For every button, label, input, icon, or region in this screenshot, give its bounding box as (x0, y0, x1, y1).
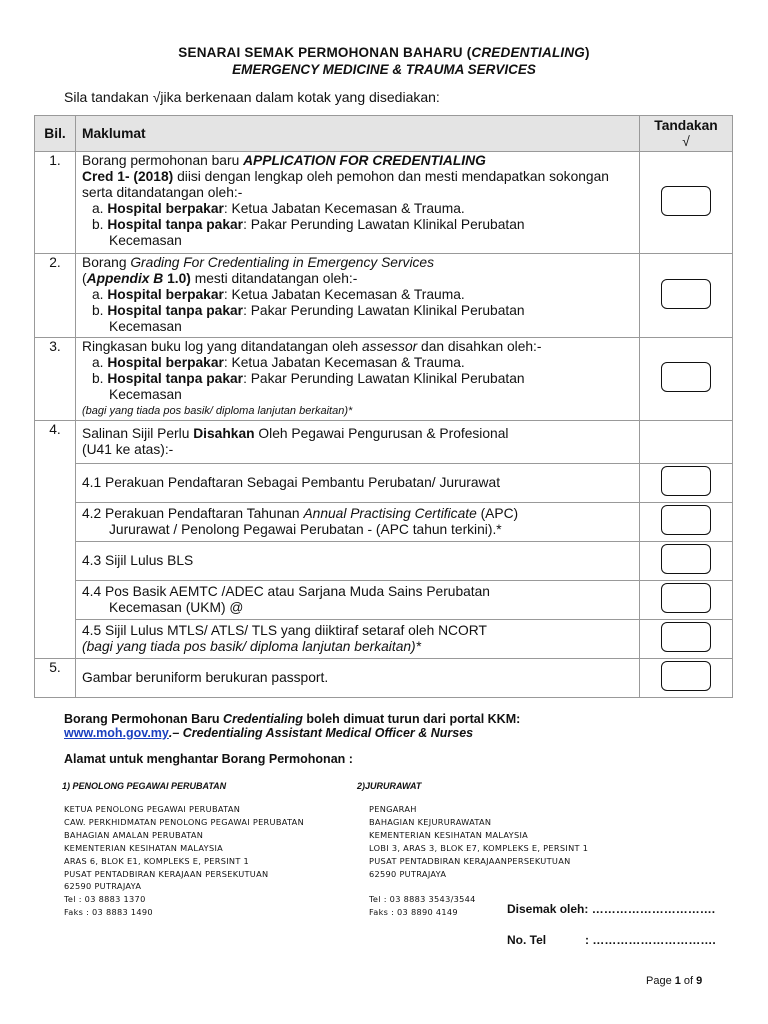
table-row (35, 503, 733, 542)
item-4-1-text: 4.1 Perakuan Pendaftaran Sebagai Pembantu Perubatan/ Jururawat (76, 464, 640, 503)
tel-label: No. Tel (507, 933, 547, 947)
item-4-3-text: 4.3 Sijil Lulus BLS (76, 542, 640, 581)
table-row: 5. Gambar beruniform berukuran passport. (35, 659, 733, 698)
checkbox-item-3[interactable] (661, 362, 711, 392)
checkbox-item-5[interactable] (661, 661, 711, 691)
document-subtitle: EMERGENCY MEDICINE & TRAUMA SERVICES (232, 62, 536, 77)
table-row (35, 464, 733, 503)
moh-portal-link[interactable]: www.moh.gov.my (64, 726, 169, 740)
download-note: Borang Permohonan Baru Credentialing boleh dimuat turun dari portal KKM: (64, 712, 521, 726)
table-row: 3. Ringkasan buku log yang ditandatangan oleh assessor dan disahkan oleh:- a. Hospital berpakar: Ketua Jabatan Kecemasan & Trauma. b. Hospital tanpa pakar: Pakar Perunding Lawatan Klinikal Perubatan Kecemasan (bagi yang tiada pos basik/ diploma lanjutan berkaitan)* (35, 338, 733, 421)
address-1-heading: 1) PENOLONG PEGAWAI PERUBATAN (62, 781, 227, 791)
checklist-table (34, 115, 733, 698)
checked-by-field: Disemak oleh: …………………………. (507, 902, 716, 916)
table-row (35, 620, 733, 659)
item-4-4-text: 4.4 Pos Basik AEMTC /ADEC atau Sarjana Muda Sains Perubatan Kecemasan (UKM) @ (76, 581, 640, 620)
tel-field: : …………………………. (585, 933, 716, 947)
checkbox-item-4-2[interactable] (661, 505, 711, 535)
table-row (35, 542, 733, 581)
table-row: 4. Salinan Sijil Perlu Disahkan Oleh Pegawai Pengurusan & Profesional (U41 ke atas):- (35, 421, 733, 464)
checkbox-item-1[interactable] (661, 186, 711, 216)
table-header-row (35, 116, 733, 152)
checkbox-item-2[interactable] (661, 279, 711, 309)
page-number: Page 1 of 9 (646, 975, 703, 987)
header-maklumat: Maklumat (76, 116, 640, 152)
portal-line: www.moh.gov.my.– Credentialing Assistant Medical Officer & Nurses (64, 726, 474, 740)
item-4-5-text: 4.5 Sijil Lulus MTLS/ ATLS/ TLS yang diiktiraf setaraf oleh NCORT (bagi yang tiada pos basik/ diploma lanjutan berkaitan)* (76, 620, 640, 659)
address-heading: Alamat untuk menghantar Borang Permohonan : (64, 752, 353, 766)
checkbox-item-4-3[interactable] (661, 544, 711, 574)
checkbox-item-4-4[interactable] (661, 583, 711, 613)
header-tandakan: Tandakan √ (640, 116, 733, 152)
instruction-text: Sila tandakan √jika berkenaan dalam kotak yang disediakan: (64, 89, 440, 105)
item-1-text: Borang permohonan baru APPLICATION FOR CREDENTIALING Cred 1- (2018) diisi dengan lengkap oleh pemohon dan mesti mendapatkan sokongan serta ditandatangan oleh:- a. Hospital berpakar: Ketua Jabatan Kecemasan & Trauma. b. Hospital tanpa pakar: Pakar Perunding Lawatan Klinikal Perubatan Kecemasan (76, 152, 640, 254)
table-row: 1. Borang permohonan baru APPLICATION FOR CREDENTIALING Cred 1- (2018) diisi dengan lengkap oleh pemohon dan mesti mendapatkan sokongan serta ditandatangan oleh:- a. Hospital berpakar: Ketua Jabatan Kecemasan & Trauma. b. Hospital tanpa pakar: Pakar Perunding Lawatan Klinikal Perubatan Kecemasan (35, 152, 733, 254)
checkbox-item-4-1[interactable] (661, 466, 711, 496)
item-5-text: Gambar beruniform berukuran passport. (76, 659, 640, 698)
address-2-block: PENGARAH BAHAGIAN KEJURURAWATAN KEMENTERIAN KESIHATAN MALAYSIA LOBI 3, ARAS 3, BLOK E7, KOMPLEKS E, PERSINT 1 PUSAT PENTADBIRAN KERAJAANPERSEKUTUAN 62590 PUTRAJAYA Tel : 03 8883 3543/3544 Faks : 03 8890 4149 (369, 804, 589, 918)
item-4-text: Salinan Sijil Perlu Disahkan Oleh Pegawai Pengurusan & Profesional (U41 ke atas):- (76, 421, 640, 464)
item-4-2-text: 4.2 Perakuan Pendaftaran Tahunan Annual Practising Certificate (APC) Jururawat / Penolong Pegawai Perubatan - (APC tahun terkini).* (76, 503, 640, 542)
checkbox-item-4-5[interactable] (661, 622, 711, 652)
address-2-heading: 2)JURURAWAT (357, 781, 422, 791)
table-row: 2. Borang Grading For Credentialing in Emergency Services (Appendix B 1.0) mesti ditandatangan oleh:- a. Hospital berpakar: Ketua Jabatan Kecemasan & Trauma. b. Hospital tanpa pakar: Pakar Perunding Lawatan Klinikal Perubatan Kecemasan (35, 254, 733, 338)
document-title: SENARAI SEMAK PERMOHONAN BAHARU (CREDENTIALING) (178, 45, 590, 60)
address-1-block: KETUA PENOLONG PEGAWAI PERUBATAN CAW. PERKHIDMATAN PENOLONG PEGAWAI PERUBATAN BAHAGIAN AMALAN PERUBATAN KEMENTERIAN KESIHATAN MALAYSIA ARAS 6, BLOK E1, KOMPLEKS E, PERSINT 1 PUSAT PENTADBIRAN KERAJAAN PERSEKUTUAN 62590 PUTRAJAYA Tel : 03 8883 1370 Faks : 03 8883 1490 (64, 804, 304, 918)
item-3-text: Ringkasan buku log yang ditandatangan oleh assessor dan disahkan oleh:- a. Hospital berpakar: Ketua Jabatan Kecemasan & Trauma. b. Hospital tanpa pakar: Pakar Perunding Lawatan Klinikal Perubatan Kecemasan (bagi yang tiada pos basik/ diploma lanjutan berkaitan)* (76, 338, 640, 421)
table-row (35, 581, 733, 620)
tick-symbol: √ (152, 89, 161, 105)
header-bil: Bil. (35, 116, 76, 152)
item-2-text: Borang Grading For Credentialing in Emergency Services (Appendix B 1.0) mesti ditandatangan oleh:- a. Hospital berpakar: Ketua Jabatan Kecemasan & Trauma. b. Hospital tanpa pakar: Pakar Perunding Lawatan Klinikal Perubatan Kecemasan (76, 254, 640, 338)
